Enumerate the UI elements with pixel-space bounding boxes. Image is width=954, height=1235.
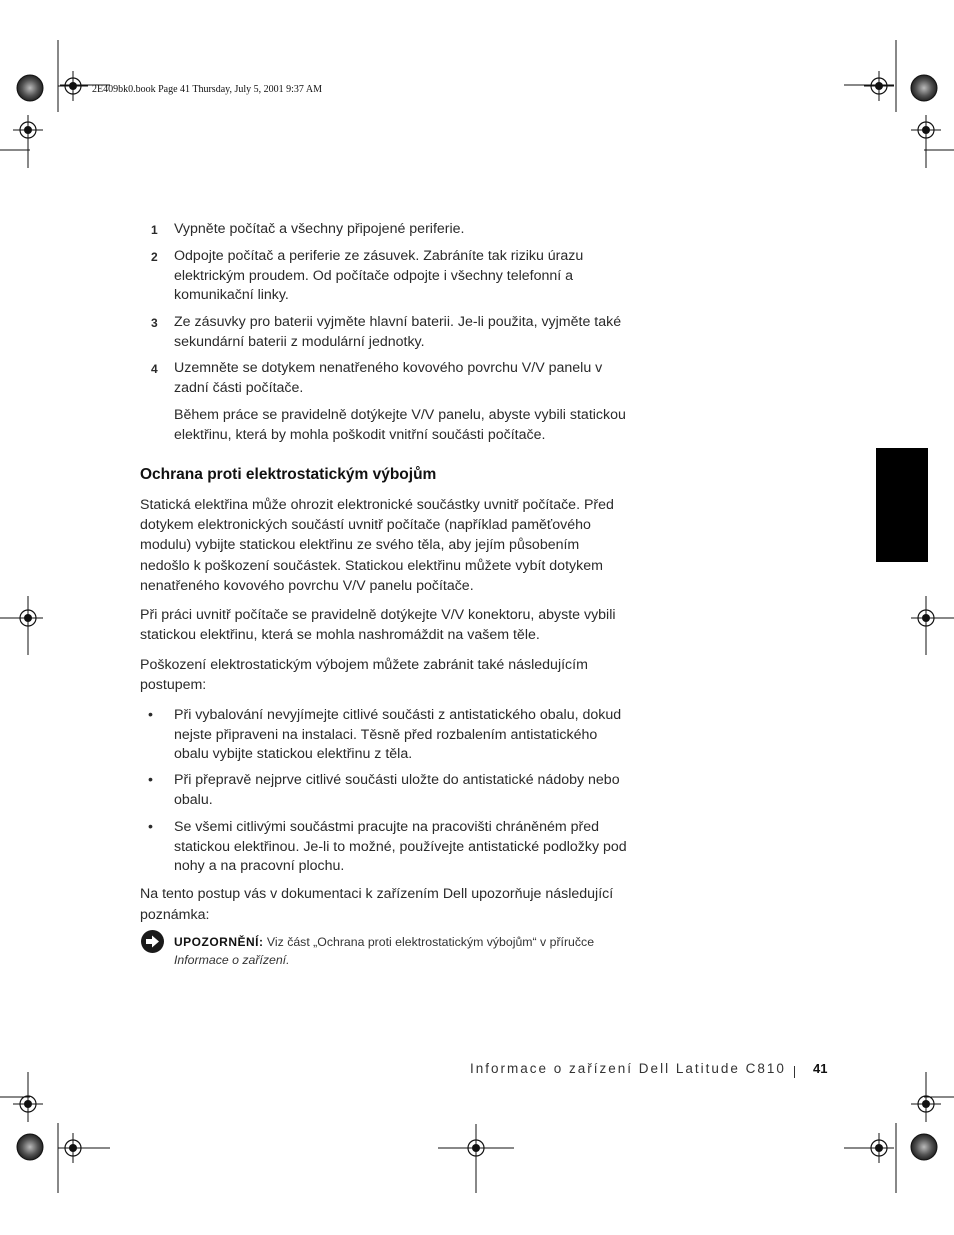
paragraph-1: Statická elektřina může ohrozit elektronické součástky uvnitř počítače. Před dotykem elektronických součástí uvnitř počítače (například paměťového modulu) vybijte statickou elektřinu ze svého těla, aby jejím působením nedošlo k poškození součástek. Statickou elektřinu můžete vybít dotykem nenatřeného kovového povrchu V/V panelu počítače. [140, 497, 614, 594]
step-text: Uzemněte se dotykem nenatřeného kovového povrchu V/V panelu v zadní části počítače. [174, 360, 603, 396]
bullet-text: Při přepravě nejprve citlivé součásti uložte do antistatické nádoby nebo obalu. [174, 772, 620, 808]
page-number: 41 [813, 1061, 828, 1076]
step-number: 1 [151, 223, 158, 237]
notice-text: Viz část „Ochrana proti elektrostatickým výbojům“ v příručce [266, 935, 595, 949]
section-heading: Ochrana proti elektrostatickým výbojům [140, 466, 437, 483]
bullet-dot: • [148, 772, 153, 788]
step-4-followup: Během práce se pravidelně dotýkejte V/V panelu, abyste vybili statickou elektřinu, která by mohla poškodit vnitřní součásti počítače. [174, 407, 626, 443]
step-text: Ze zásuvky pro baterii vyjměte hlavní baterii. Je-li použita, vyjměte také sekundární baterii z modulární jednotky. [174, 314, 622, 350]
step-text: Vypněte počítač a všechny připojené periferie. [174, 221, 465, 237]
step-number: 4 [151, 362, 158, 376]
step-number: 2 [151, 250, 158, 264]
notice-label: UPOZORNĚNÍ: [174, 935, 264, 949]
print-slug: 2E409bk0.book Page 41 Thursday, July 5, 2001 9:37 AM [92, 84, 322, 95]
paragraph-2: Při práci uvnitř počítače se pravidelně dotýkejte V/V konektoru, abyste vybili statickou elektřinu, která se mohla nashromáždit na vašem těle. [140, 607, 616, 643]
notice-reference: Informace o zařízení. [174, 953, 290, 967]
step-text: Odpojte počítač a periferie ze zásuvek. Zabráníte tak riziku úrazu elektrickým proudem. Od počítače odpojte i všechny telefonní a komunikační linky. [174, 248, 584, 303]
bullet-text: Při vybalování nevyjímejte citlivé součásti z antistatického obalu, dokud nejste připraveni na instalaci. Těsně před rozbalením antistatického obalu vybijte statickou elektřinu z těla. [174, 707, 622, 762]
closing-paragraph: Na tento postup vás v dokumentaci k zařízením Dell upozorňuje následující poznámka: [140, 886, 614, 923]
footer-title: Informace o zařízení Dell Latitude C810 [470, 1061, 786, 1076]
step-number: 3 [151, 316, 158, 330]
bullet-dot: • [148, 707, 153, 723]
bullet-dot: • [148, 819, 153, 835]
bullet-text: Se všemi citlivými součástmi pracujte na pracovišti chráněném před statickou elektřinou. Je-li to možné, používejte antistatické podložky pod nohy a na pracovní plochu. [174, 819, 627, 874]
paragraph-3: Poškození elektrostatickým výbojem můžete zabránit také následujícím postupem: [140, 657, 588, 693]
